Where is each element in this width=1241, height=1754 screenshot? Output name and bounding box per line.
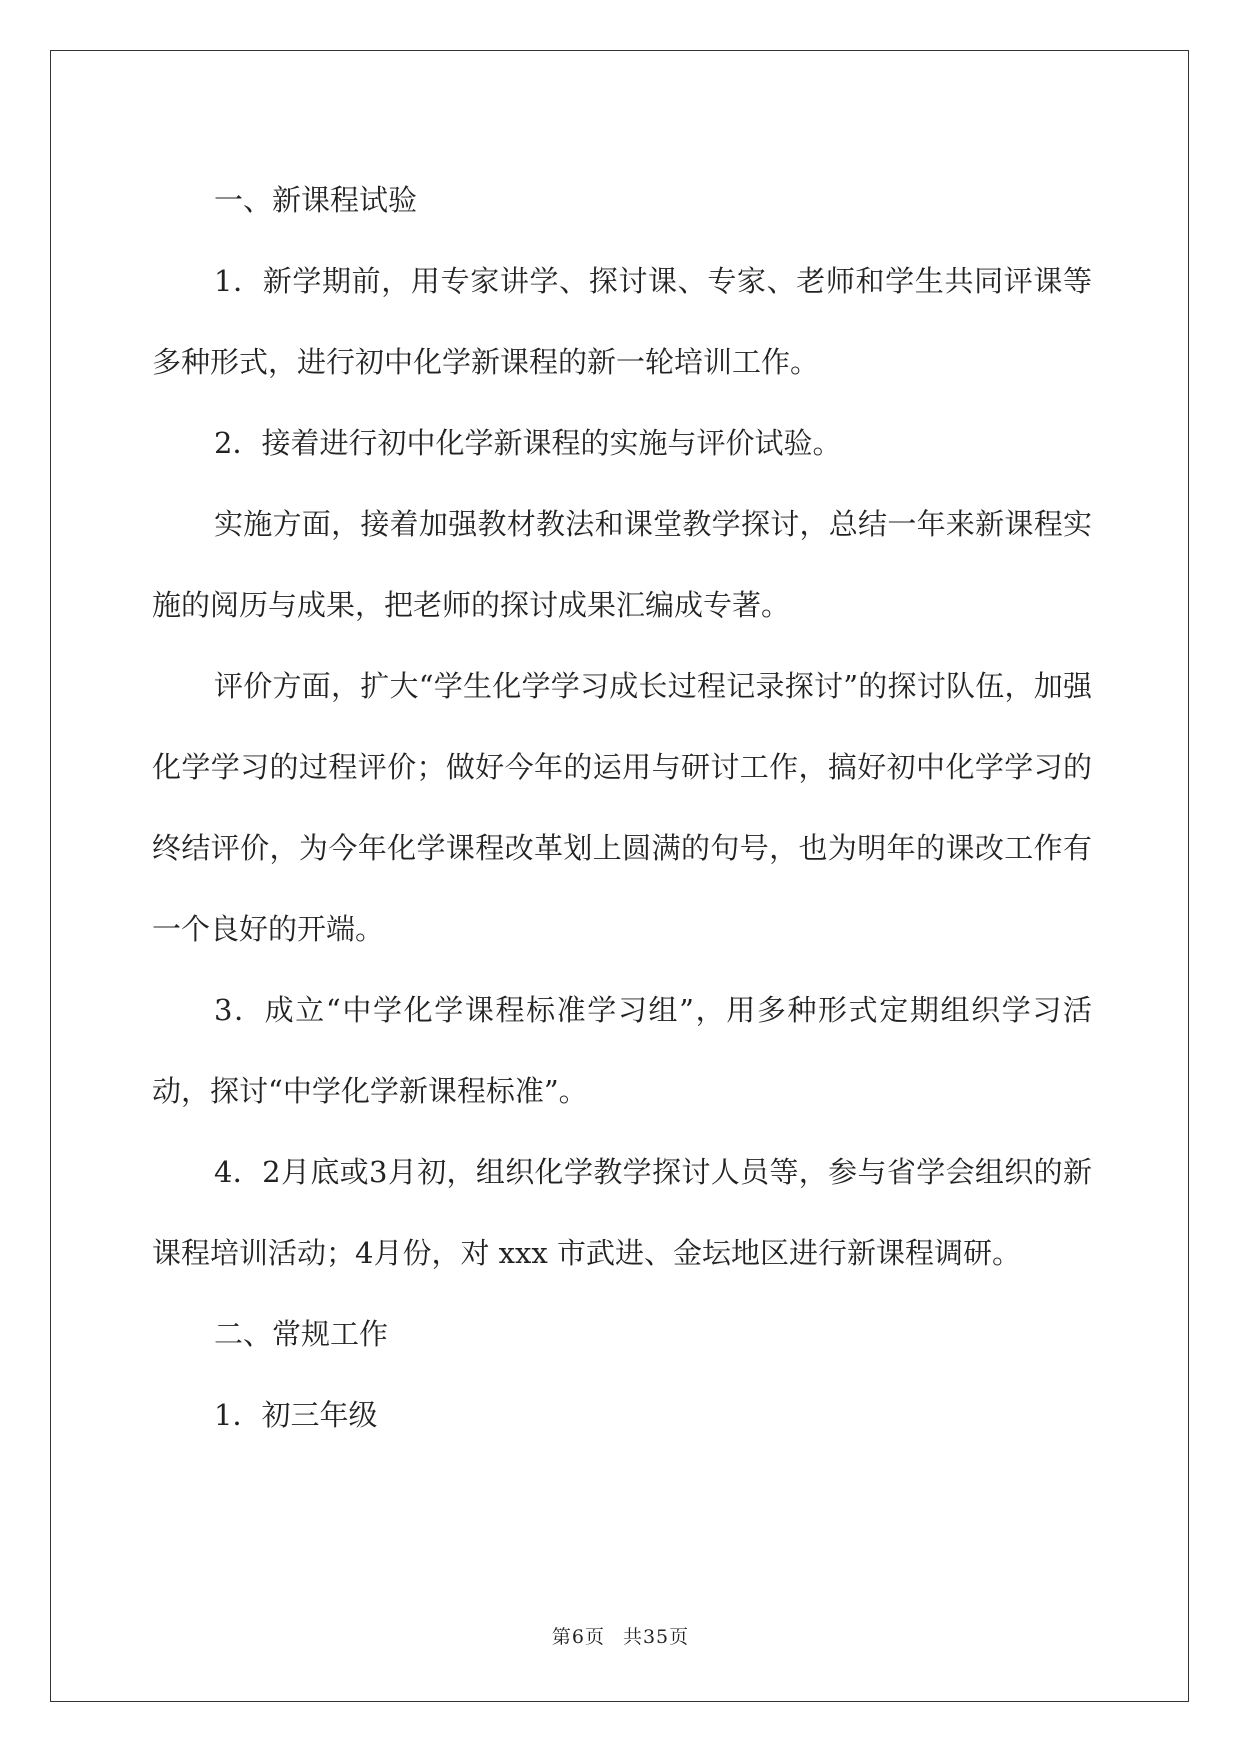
paragraph: 1．新学期前，用专家讲学、探讨课、专家、老师和学生共同评课等多种形式，进行初中化学新课程的新一轮培训工作。 — [152, 264, 1092, 379]
section-heading-new-curriculum: 一、新课程试验 — [214, 183, 418, 217]
page-footer — [0, 1622, 1241, 1649]
page-total: 共35页 — [622, 1626, 690, 1648]
paragraph: 实施方面，接着加强教材教法和课堂教学探讨，总结一年来新课程实施的阅历与成果，把老师的探讨成果汇编成专著。 — [152, 507, 1092, 622]
paragraph: 4．2月底或3月初，组织化学教学探讨人员等，参与省学会组织的新课程培训活动；4月份，对 xxx 市武进、金坛地区进行新课程调研。 — [152, 1155, 1092, 1270]
paragraph: 2．接着进行初中化学新课程的实施与评价试验。 — [214, 426, 842, 460]
paragraph: 评价方面，扩大“学生化学学习成长过程记录探讨”的探讨队伍，加强化学学习的过程评价；做好今年的运用与研讨工作，搞好初中化学学习的终结评价，为今年化学课程改革划上圆满的句号，也为明年的课改工作有一个良好的开端。 — [152, 669, 1092, 946]
section-heading-routine-work: 二、常规工作 — [214, 1317, 389, 1351]
subheading-grade-nine: 1．初三年级 — [214, 1398, 378, 1432]
document-body — [152, 160, 1092, 1456]
paragraph: 3．成立“中学化学课程标准学习组”，用多种形式定期组织学习活动，探讨“中学化学新课程标准”。 — [152, 993, 1092, 1108]
page-number: 第6页 — [551, 1626, 605, 1648]
